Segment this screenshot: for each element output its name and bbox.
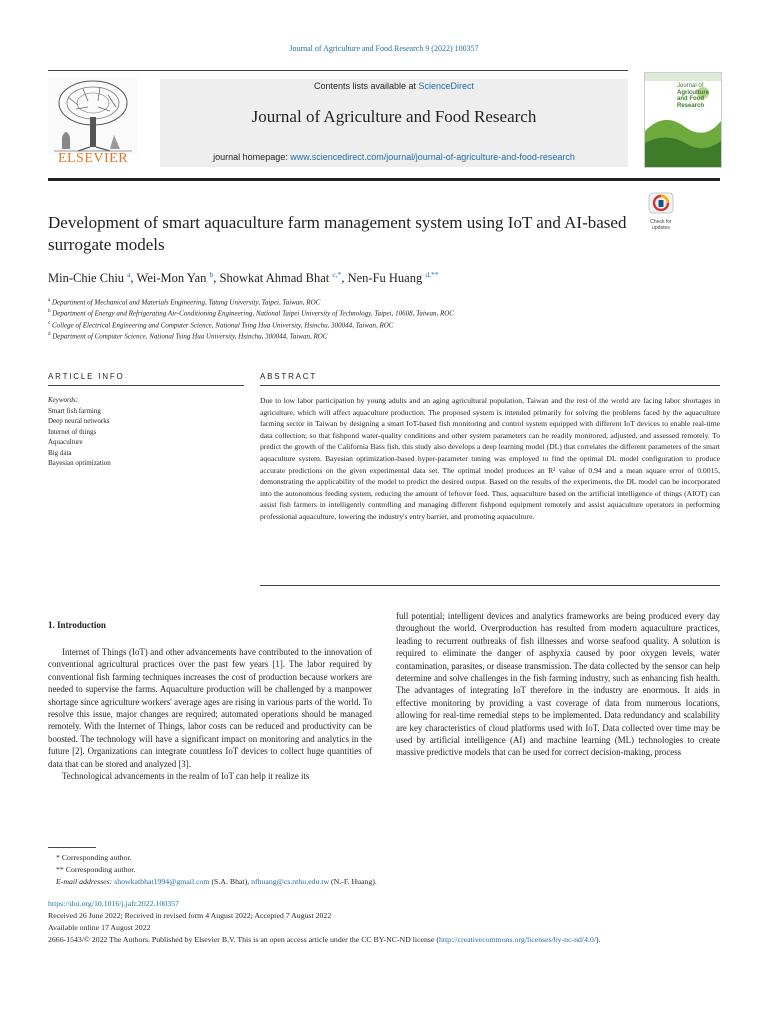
keywords-label: Keywords: — [48, 396, 79, 404]
license-statement — [48, 934, 728, 946]
abstract-bottom-divider — [260, 585, 720, 586]
cover-line: and Food — [677, 96, 704, 102]
abstract-text: Due to low labor participation by young adults and an aging agricultural population, Taiwan and the rest of the world are facing labor shortages in agriculture, which will affect aquaculture production. The proposed system is intended primarily for solving the problems faced by the aquaculture farming sector in Taiwan by designing a smart IoT-based fish monitoring and control system equipped with different IoT devices to enable real-time data collection; so that fishpond water-quality conditions and other system parameters can be readily monitored, adjusted, and assessed remotely. To predict the growth of the California Bass fish, this study also develops a deep learning model (DL) that correlates the different parameters of the smart aquaculture system. Bayesian optimization-based hyper-parameter tuning was employed to find the optimal DL model configuration to produce accurate predictions on the given experimental data set. The optimal model produces an R² value of 0.94 and a mean square error of 0.0015, demonstrating the applicability of the model to predict the desired output. Based on the results of the experiments, the DL model can be incorporated into the autonomous feeding system, reducing the amount of leftover feed. Thus, aquaculture based on the artificial intelligence of things (AIOT) can assist fish farmers in intelligently controlling and managing different fishpond equipment remotely and assist aquaculture operators in performing professional aquaculture, lowering the industry's entry barrier, and promoting aquaculture. — [260, 396, 720, 521]
footnote: * Corresponding author. — [56, 853, 132, 862]
email-label: E-mail addresses: — [56, 877, 115, 886]
author-name: Showkat Ahmad Bhat — [219, 271, 330, 286]
journal-cover-thumbnail[interactable] — [644, 72, 722, 168]
journal-title: Journal of Agriculture and Food Research — [251, 107, 537, 126]
masthead — [48, 70, 628, 169]
contents-prefix: Contents lists available at — [313, 81, 419, 91]
homepage-line — [160, 152, 628, 162]
affiliation-mark: a — [48, 298, 51, 303]
footnotes — [48, 852, 728, 888]
article-title: Development of smart aquaculture farm management system using IoT and AI-based surrogate models — [48, 213, 627, 254]
badge-line: updates — [652, 225, 670, 231]
footnote-divider — [48, 847, 96, 848]
affiliation — [48, 296, 648, 307]
cover-title — [677, 83, 719, 109]
license-text: ). — [596, 935, 601, 944]
badge-line: Check for — [650, 219, 672, 225]
affiliation-mark: c — [48, 320, 51, 326]
homepage-prefix: journal homepage: — [213, 152, 291, 162]
cover-line: Agriculture — [677, 89, 710, 96]
check-for-updates-button[interactable] — [646, 192, 676, 232]
homepage-link[interactable]: www.sciencedirect.com/journal/journal-of-agriculture-and-food-research — [290, 152, 575, 162]
keyword: Bayesian optimization — [48, 459, 111, 467]
email-link[interactable]: nfhuang@cs.nthu.edu.tw — [251, 877, 330, 886]
keyword: Big data — [48, 448, 72, 457]
body-column-left — [48, 646, 372, 782]
author-list: Min-Chie Chiu $^a$, Wei-Mon Yan $^b$, Showkat Ahmad Bhat $^{c,*}$, Nen-Fu Huang $^{d,**}$ — [48, 270, 439, 286]
cover-line: Journal of — [677, 83, 704, 89]
history-dates: Received 26 June 2022; Received in revised form 4 August 2022; Accepted 7 August 2022 — [48, 911, 332, 920]
publication-info — [48, 898, 728, 946]
contents-line — [160, 81, 628, 91]
affiliation-text: Department of Computer Science, National Tsing Hua University, Hsinchu, 300044, Taiwan, ROC — [52, 332, 328, 341]
affiliations — [48, 296, 648, 341]
affiliation-mark: b — [48, 309, 51, 315]
introduction-heading: 1. Introduction — [48, 620, 106, 630]
body-column-right — [396, 610, 720, 759]
keyword: Deep neural networks — [48, 417, 110, 425]
abstract-divider — [260, 385, 720, 386]
affiliation — [48, 319, 648, 330]
sciencedirect-link[interactable]: ScienceDirect — [418, 81, 475, 91]
article-info-divider — [48, 385, 244, 386]
keyword: Internet of things — [48, 427, 97, 436]
check-for-updates-label — [646, 219, 676, 231]
affiliation-text: College of Electrical Engineering and Computer Science, National Tsing Hua University, Hsinchu, 300044, Taiwan, ROC — [51, 320, 394, 329]
author-name: Min-Chie Chiu — [48, 271, 125, 286]
email-line — [48, 876, 728, 888]
author-affiliation-link[interactable]: c,* — [332, 270, 342, 279]
body-paragraph: Technological advancements in the realm of IoT can help it realize its — [62, 771, 310, 782]
author-affiliation-link[interactable]: b — [209, 270, 214, 279]
keywords-list — [48, 395, 244, 469]
email-owner: (N.-F. Huang). — [329, 877, 377, 886]
keyword: Aquaculture — [48, 438, 83, 446]
author-name: Nen-Fu Huang — [347, 271, 423, 286]
email-owner: (S.A. Bhat), — [209, 877, 252, 886]
check-for-updates-icon — [646, 192, 676, 214]
body-paragraph: Internet of Things (IoT) and other advancements have contributed to the innovation of conventional agricultural practices over the past few years [1]. The labor required by conventional fish farming techniques increases the cost of production because workers are needed to supervise the farms. Aquaculture production will be challenged by a manpower shortage since agriculture workers' average ages are rising in various parts of the world. To resolve this issue, major changes are required; automated operations should be managed remotely. With the Internet of Things, labor costs can be reduced and productivity can be boosted. The technology will have a significant impact on monitoring and analytics in the future [2]. Organizations can integrate countless IoT devices to collect huge quantities of data that can be stored and analyzed [3]. — [48, 647, 372, 769]
affiliation — [48, 307, 648, 318]
online-date: Available online 17 August 2022 — [48, 923, 151, 932]
abstract-heading: ABSTRACT — [260, 372, 318, 381]
affiliation-mark: d — [48, 331, 51, 337]
body-paragraph: full potential; intelligent devices and analytics frameworks are being produced every day throughout the world. Overproduction has resulted from modern aquaculture practices, leading to recurrent outbreaks of fish illnesses and worse seafood quality. A solution is required to eliminate the danger of asphyxia caused by poor oxygen levels, water contamination, parasites, or disease transmission. The data collected by the sensor can help determine and solve challenges in the fish farming industry, such as enhancing fish health. The advantages of integrating IoT therefore in the industry are enormous. It aids in effective monitoring by providing a vast coverage of data from numerous locations, allowing for real-time remedial steps to be implemented. Data redundancy and scalability are key characteristics of cloud platforms used with IoT. Data collected over time may be used by artificial intelligence (AI) and machine learning (ML) technologies to create massive predictive models that can be used for correct decision-making, process — [396, 611, 720, 758]
article-info-heading: ARTICLE INFO — [48, 372, 125, 381]
license-text: 2666-1543/© 2022 The Authors. Published by Elsevier B.V. This is an open access article under the CC BY-NC-ND license ( — [48, 935, 439, 944]
affiliation-text: Department of Mechanical and Materials Engineering, Tatung University, Taipei, Taiwan, ROC — [51, 298, 321, 307]
license-link[interactable]: http://creativecommons.org/licenses/by-nc-nd/4.0/ — [438, 935, 597, 944]
email-link[interactable]: showkatbhat1994@gmail.com — [114, 877, 210, 886]
cover-line: Research — [677, 102, 705, 109]
author-name: Wei-Mon Yan — [136, 271, 207, 286]
affiliation-text: Department of Energy and Refrigerating Air-Conditioning Engineering, National Taipei University of Technology, Taipei, 10608, Taiwan, ROC — [52, 309, 454, 318]
masthead-divider — [48, 178, 720, 181]
affiliation — [48, 330, 648, 341]
footnote: ** Corresponding author. — [56, 865, 136, 874]
author-affiliation-link[interactable]: d,** — [425, 270, 439, 279]
journal-citation-link[interactable]: Journal of Agriculture and Food Research 9 (2022) 100357 — [289, 44, 479, 53]
keyword: Smart fish farming — [48, 406, 101, 415]
author-affiliation-link[interactable]: a — [127, 270, 131, 279]
journal-banner — [160, 79, 628, 167]
doi-link[interactable]: https://doi.org/10.1016/j.jafr.2022.100357 — [48, 899, 179, 908]
publisher-wordmark: ELSEVIER — [57, 151, 129, 166]
